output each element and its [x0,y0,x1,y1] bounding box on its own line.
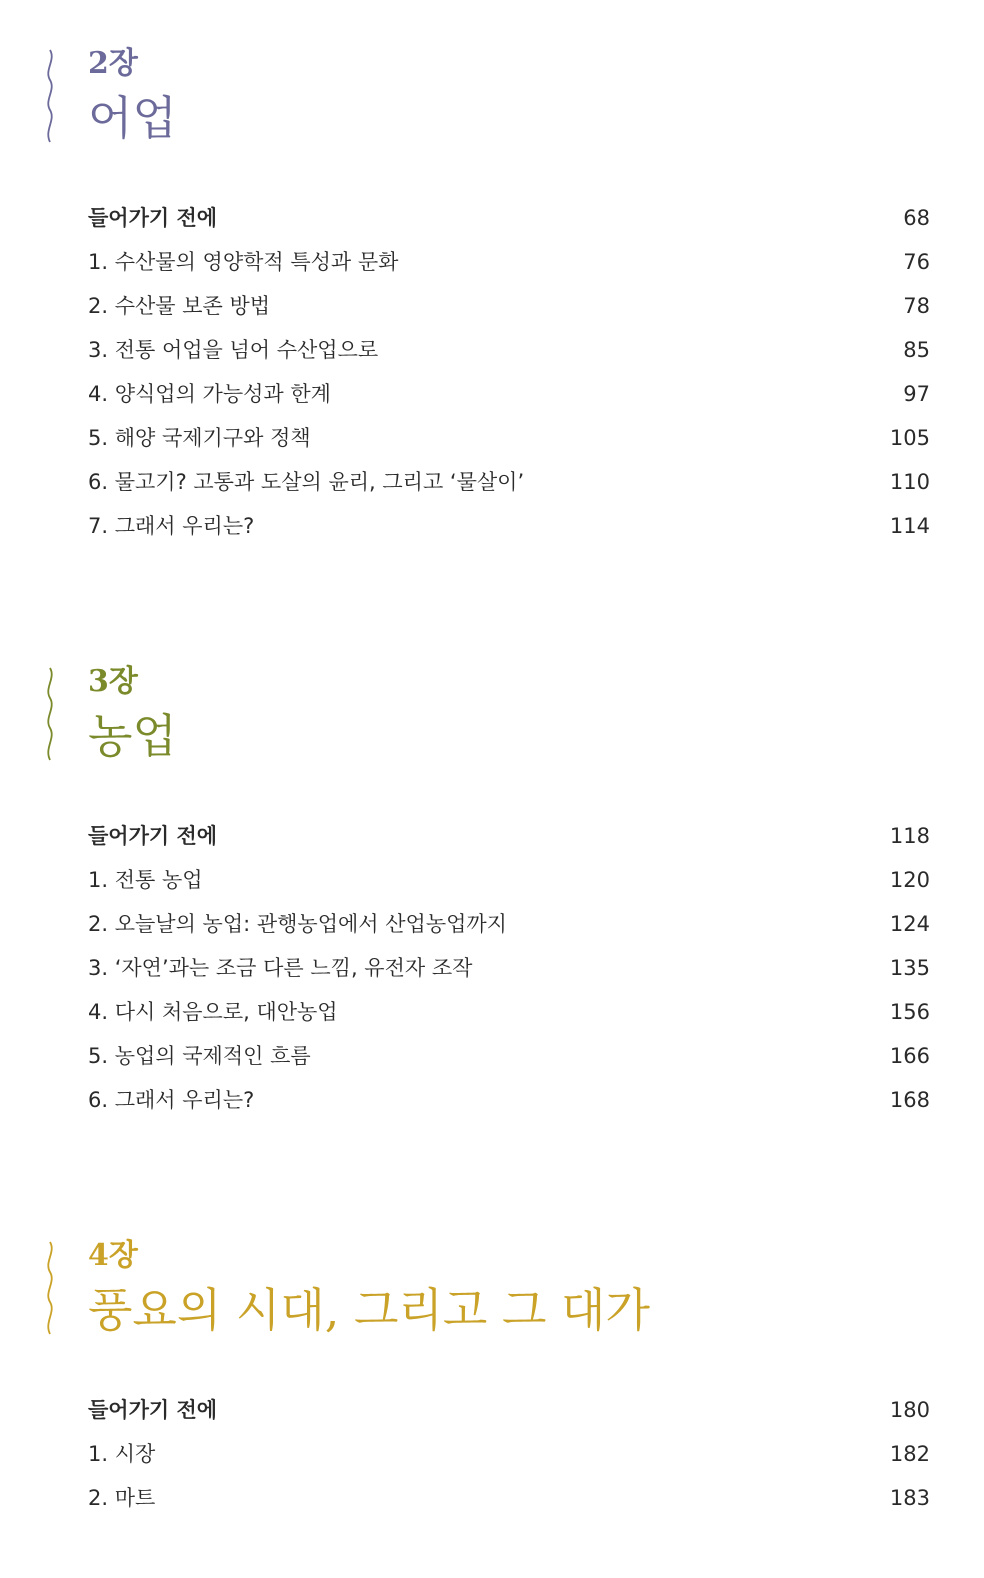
toc-row[interactable] [88,902,930,946]
toc-entry-title: 2. 마트 [88,1486,156,1510]
toc-page-number: 118 [889,824,930,848]
wavy-line-path [48,668,51,760]
toc-row[interactable] [88,814,930,858]
toc-entry-title: 2. 오늘날의 농업: 관행농업에서 산업농업까지 [88,912,507,936]
toc-row[interactable] [88,990,930,1034]
wavy-line-path [48,50,51,142]
toc-row[interactable] [88,946,930,990]
toc-row[interactable] [88,328,930,372]
chapter-number: 4장 [88,1238,138,1273]
chapter-title: 풍요의 시대, 그리고 그 대가 [88,1283,650,1337]
toc-page-number: 183 [889,1486,930,1510]
toc-entry-title: 3. 전통 어업을 넘어 수산업으로 [88,338,379,362]
toc-row[interactable] [88,504,930,548]
toc-page-number: 78 [903,294,930,318]
toc-page-number: 68 [903,206,930,230]
toc-row[interactable] [88,1476,930,1520]
toc-page-number: 180 [889,1398,930,1422]
toc-entry-title: 4. 다시 처음으로, 대안농업 [88,1000,338,1024]
toc-entry-title: 3. ‘자연’과는 조금 다른 느낌, 유전자 조작 [88,956,473,980]
wavy-line-decoration [40,1238,60,1338]
toc-entry-title: 5. 해양 국제기구와 정책 [88,426,311,450]
toc-page-number: 110 [889,470,930,494]
toc-row[interactable] [88,372,930,416]
toc-row[interactable] [88,416,930,460]
chapter-title: 농업 [88,709,177,763]
wavy-line-path [48,1242,51,1334]
toc-entry-title: 7. 그래서 우리는? [88,514,255,538]
toc-page-number: 85 [903,338,930,362]
toc-page-number: 97 [903,382,930,406]
toc-page-number: 105 [889,426,930,450]
toc-page-number: 120 [889,868,930,892]
toc-row[interactable] [88,858,930,902]
toc-page-number: 124 [889,912,930,936]
toc-list [88,1388,930,1520]
toc-page-number: 168 [889,1088,930,1112]
toc-entry-title: 2. 수산물 보존 방법 [88,294,271,318]
toc-row[interactable] [88,1388,930,1432]
chapter-number: 3장 [88,664,138,699]
toc-row[interactable] [88,1432,930,1476]
toc-entry-title: 1. 수산물의 영양학적 특성과 문화 [88,250,399,274]
toc-page-number: 166 [889,1044,930,1068]
toc-list [88,196,930,548]
toc-page-number: 156 [889,1000,930,1024]
chapter-number: 2장 [88,46,138,81]
toc-entry-title: 들어가기 전에 [88,206,218,230]
toc-page-number: 182 [889,1442,930,1466]
toc-row[interactable] [88,196,930,240]
toc-entry-title: 1. 시장 [88,1442,156,1466]
wavy-line-decoration [40,46,60,146]
toc-entry-title: 들어가기 전에 [88,1398,218,1422]
toc-row[interactable] [88,240,930,284]
toc-row[interactable] [88,1078,930,1122]
wavy-line-decoration [40,664,60,764]
toc-page-number: 135 [889,956,930,980]
toc-entry-title: 5. 농업의 국제적인 흐름 [88,1044,311,1068]
toc-entry-title: 6. 그래서 우리는? [88,1088,255,1112]
toc-page-number: 76 [903,250,930,274]
toc-entry-title: 4. 양식업의 가능성과 한계 [88,382,331,406]
toc-page-number: 114 [889,514,930,538]
toc-entry-title: 1. 전통 농업 [88,868,203,892]
toc-row[interactable] [88,1034,930,1078]
chapter-title: 어업 [88,91,177,145]
toc-entry-title: 6. 물고기? 고통과 도살의 윤리, 그리고 ‘물살이’ [88,470,525,494]
toc-entry-title: 들어가기 전에 [88,824,218,848]
toc-row[interactable] [88,460,930,504]
toc-row[interactable] [88,284,930,328]
toc-list [88,814,930,1122]
